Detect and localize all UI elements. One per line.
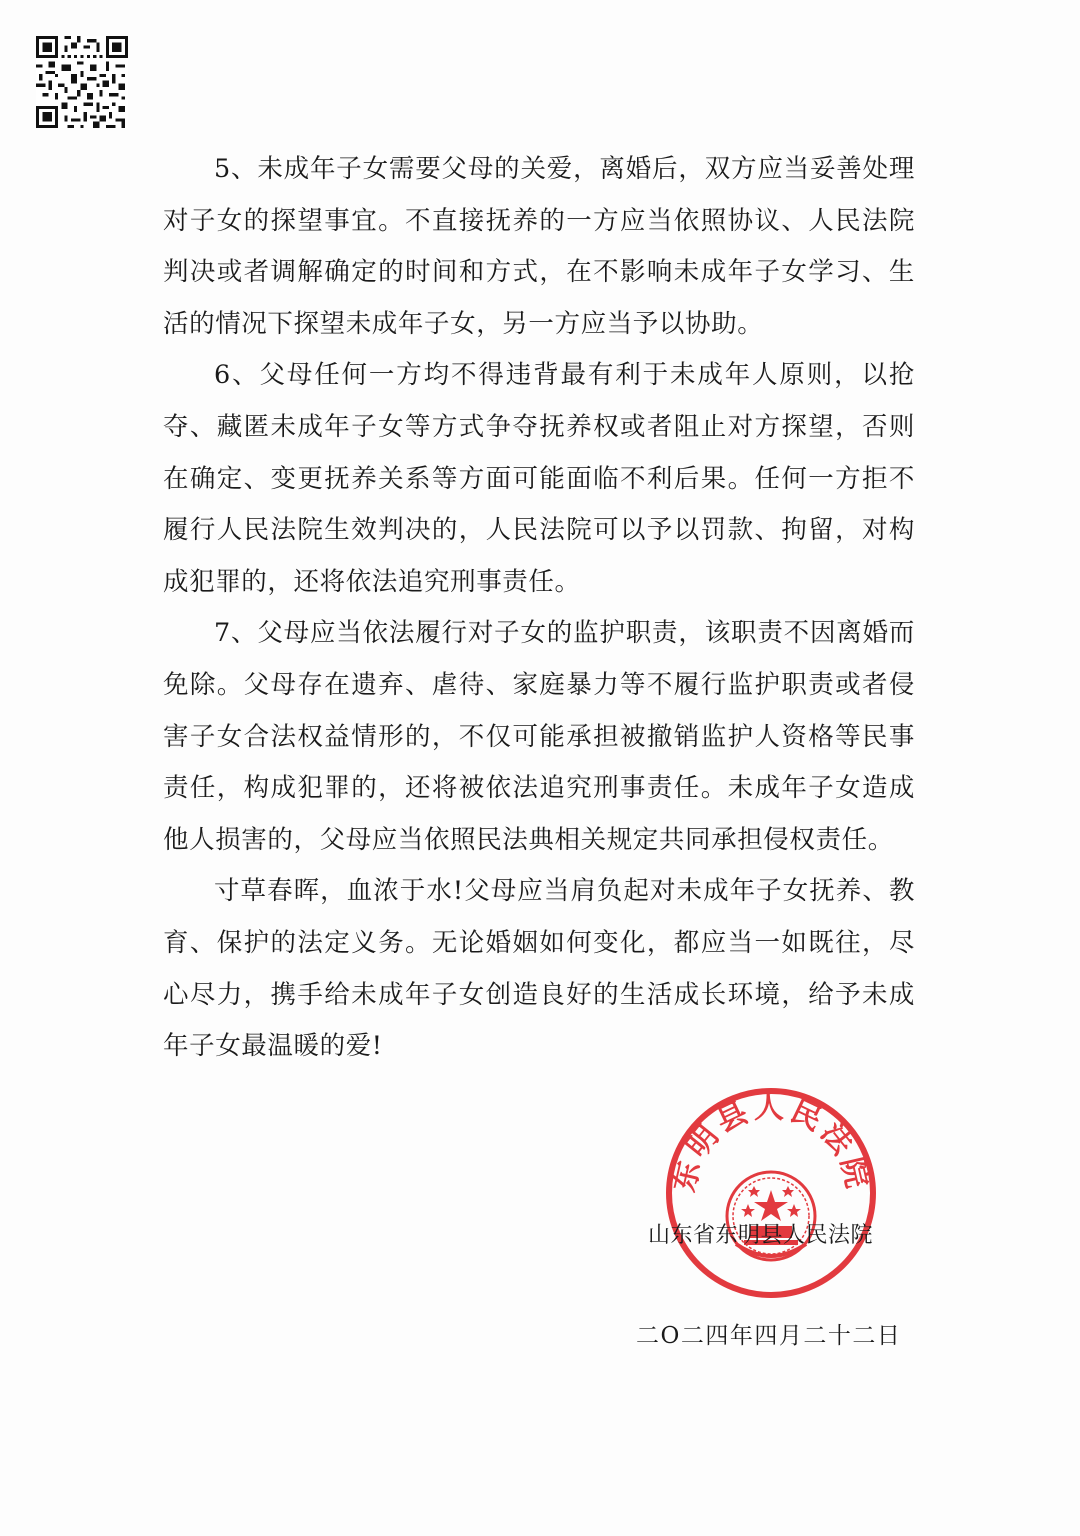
closing-paragraph: 寸草春晖，血浓于水!父母应当肩负起对未成年子女抚养、教育、保护的法定义务。无论婚姻如何变化，都应当一如既往，尽心尽力，携手给未成年子女创造良好的生活成长环境，给予未成年子女最温暖的爱! (163, 876, 915, 1062)
svg-text:东明县人民法院: 东明县人民法院 (666, 1090, 876, 1196)
paragraph-6: 6、父母任何一方均不得违背最有利于未成年人原则，以抢夺、藏匿未成年子女等方式争夺抚养权或者阻止对方探望，否则在确定、变更抚养关系等方面可能面临不利后果。任何一方拒不履行人民法院生效判决的，人民法院可以予以罚款、拘留，对构成犯罪的，还将依法追究刑事责任。 (163, 360, 915, 597)
paragraph-7: 7、父母应当依法履行对子女的监护职责，该职责不因离婚而免除。父母存在遗弃、虐待、家庭暴力等不履行监护职责或者侵害子女合法权益情形的，不仅可能承担被撤销监护人资格等民事责任，构成犯罪的，还将被依法追究刑事责任。未成年子女造成他人损害的，父母应当依照民法典相关规定共同承担侵权责任。 (163, 618, 915, 855)
court-seal-stamp (664, 1086, 878, 1300)
issuer-signature: 山东省东明县人民法院 (648, 1223, 874, 1248)
issue-date: 二O二四年四月二十二日 (636, 1323, 902, 1349)
qr-code-icon (36, 36, 128, 128)
paragraph-5: 5、未成年子女需要父母的关爱，离婚后，双方应当妥善处理对子女的探望事宜。不直接抚养的一方应当依照协议、人民法院判决或者调解确定的时间和方式，在不影响未成年子女学习、生活的情况下探望未成年子女，另一方应当予以协助。 (163, 154, 915, 339)
notice-body (163, 144, 915, 1073)
